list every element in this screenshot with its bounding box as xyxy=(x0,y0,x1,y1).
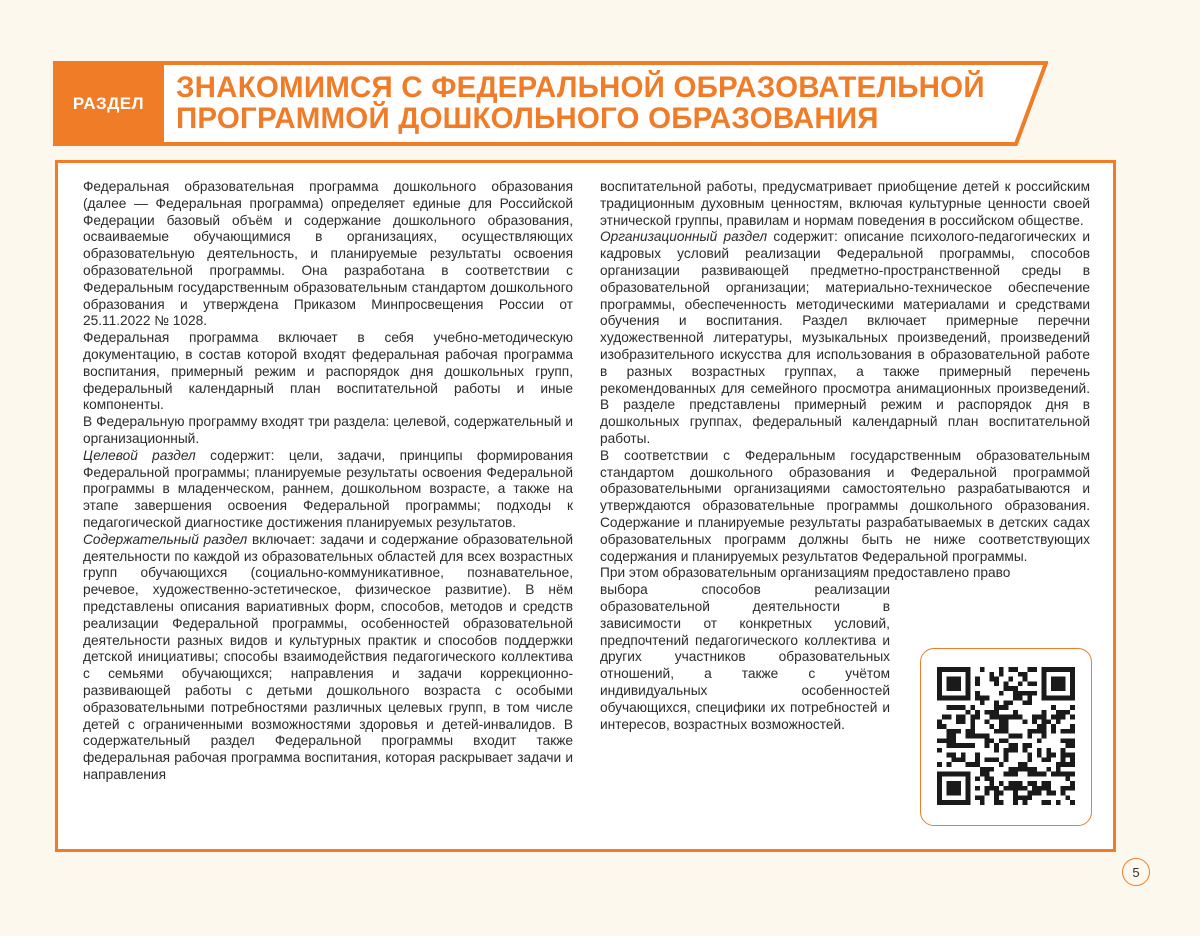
section-name-content: Содержательный раздел xyxy=(83,531,248,547)
paragraph-text: содержит: цели, задачи, принципы формирования Федеральной программы; планируемые результаты освоения Федеральной программы в младенческом, раннем, дошкольном возрасте, а также на этапе завершения освоения Федеральной программы; подходы к педагогической диагностике достижения планируемых результатов. xyxy=(83,447,573,530)
page-header xyxy=(53,61,1048,146)
page-title-line-1: ЗНАКОМИМСЯ С ФЕДЕРАЛЬНОЙ ОБРАЗОВАТЕЛЬНОЙ xyxy=(176,71,985,104)
paragraph-text: включает: задачи и содержание образовательной деятельности по каждой из образовательных областей для всех возрастных групп обучающихся (социально-коммуникативное, познавательное, речевое, художественно-эстетическое, физическое развитие). В нём представлены описания вариативных форм, способов, методов и средств реализации Федеральной программы, особенностей образовательной деятельности разных видов и культурных практик и способов поддержки детской инициативы; способы взаимодействия педагогического коллектива с семьями обучающихся; направления и задачи коррекционно-развивающей работы с детьми дошкольного возраста с особыми образовательными потребностями различных целевых групп, в том числе детей с ограниченными возможностями здоровья и детей-инвалидов. В содержательный раздел Федеральной программы входит также федеральная рабочая программа воспитания, которая раскрывает задачи и направления xyxy=(83,531,573,782)
section-name-organizational: Организационный раздел xyxy=(600,229,768,245)
section-label: РАЗДЕЛ xyxy=(53,61,164,146)
paragraph-line: При этом образовательным организациям предоставлено право xyxy=(600,565,1011,581)
content-box xyxy=(55,160,1116,852)
qr-code-frame[interactable] xyxy=(920,648,1092,826)
paragraph: В Федеральную программу входят три раздела: целевой, содержательный и организационный. xyxy=(83,414,573,446)
paragraph-wrapped: выбора способов реализации образовательной деятельности в зависимости от конкретных условий, предпочтений педагогического коллектива и других участников образовательных отношений, а также с учётом индивидуальных особенностей обучающихся, специфики их потребностей и интересов, возрастных возможностей. xyxy=(600,582,890,732)
left-column xyxy=(83,179,573,784)
paragraph xyxy=(83,532,573,784)
page-number: 5 xyxy=(1122,858,1150,886)
page-title-line-2: ПРОГРАММОЙ ДОШКОЛЬНОГО ОБРАЗОВАНИЯ xyxy=(176,102,879,135)
paragraph-text: содержит: описание психолого-педагогических и кадровых условий реализации Федеральной программы, способов организации развивающей предметно-пространственной среды в образовательной организации; материально-техническое обеспечение программы, обеспеченность методическими материалами и средствами обучения и воспитания. Раздел включает примерные перечни художественной литературы, музыкальных произведений, произведений изобразительного искусства для использования в образовательной работе в разных возрастных группах, а также примерный перечень рекомендованных для семейного просмотра анимационных произведений. В разделе представлены примерный режим и распорядок дня в дошкольных группах, федеральный календарный план воспитательной работы. xyxy=(600,229,1090,446)
section-name-target: Целевой раздел xyxy=(83,447,196,463)
paragraph: Федеральная программа включает в себя учебно-методическую документацию, в состав которой входят федеральная рабочая программа воспитания, примерный режим и распорядок дня дошкольных групп, федеральный календарный план воспитательной работы и иные компоненты. xyxy=(83,330,573,413)
paragraph: В соответствии с Федеральным государственным образовательным стандартом дошкольного образования и Федеральной программой образовательными организациями самостоятельно разрабатываются и утверждаются образовательные программы дошкольного образования. Содержание и планируемые результаты разрабатываемых в детских садах образовательных программ должны быть не ниже соответствующих содержания и планируемых результатов Федеральной программы. xyxy=(600,447,1090,564)
paragraph: Федеральная образовательная программа дошкольного образования (далее — Федеральная программа) определяет единые для Российской Федерации базовый объём и содержание дошкольного образования, осваиваемые обучающимися в организациях, осуществляющих образовательную деятельность, и планируемые результаты освоения образовательной программы. Она разработана в соответствии с Федеральным государственным образовательным стандартом дошкольного образования и утверждена Приказом Минпросвещения России от 25.11.2022 № 1028. xyxy=(83,179,573,329)
page-title xyxy=(176,72,1036,134)
qr-code-icon[interactable] xyxy=(937,667,1075,805)
paragraph xyxy=(600,229,1090,447)
paragraph: воспитательной работы, предусматривает приобщение детей к российским традиционным духовным ценностям, включая культурные ценности своей этнической группы, правилам и нормам поведения в российском обществе. xyxy=(600,179,1090,228)
paragraph xyxy=(83,448,573,532)
